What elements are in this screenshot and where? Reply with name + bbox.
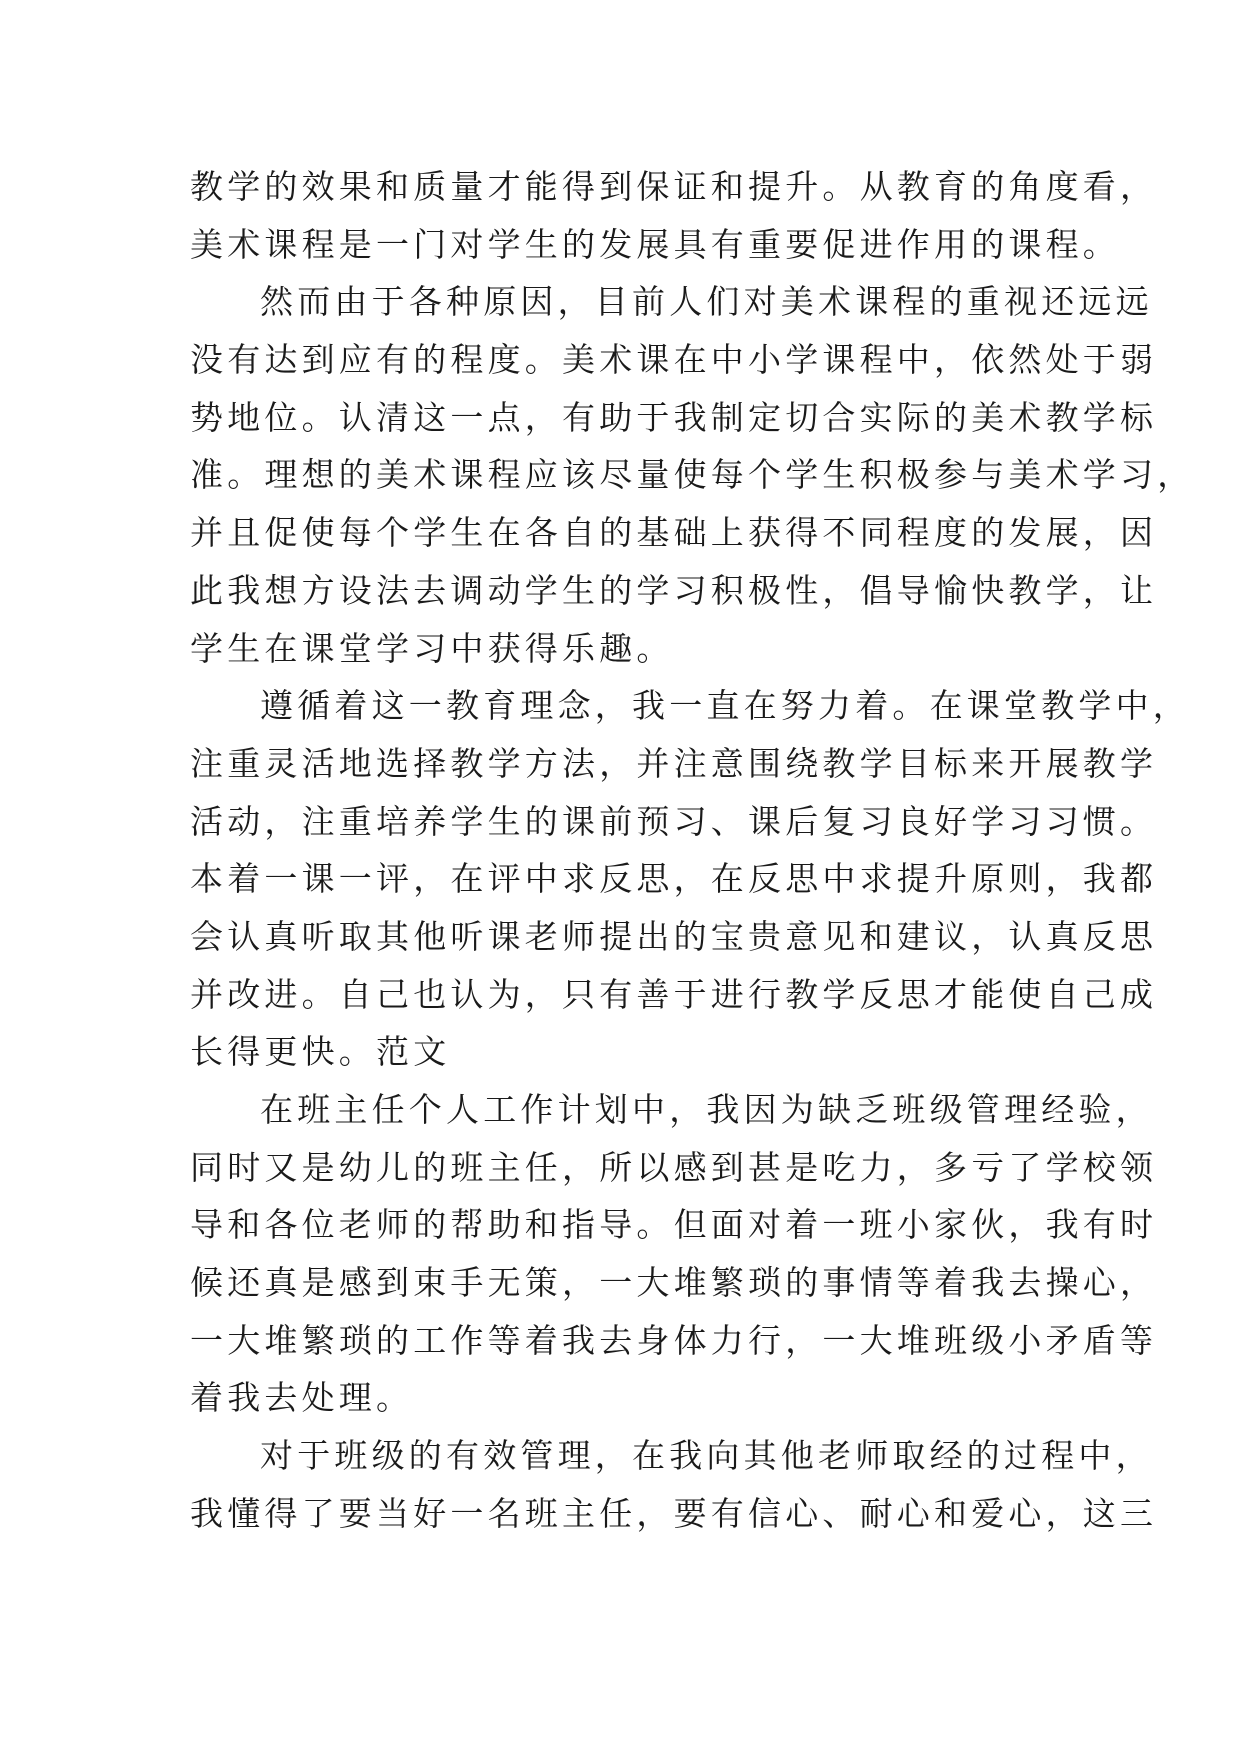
text-line: 注重灵活地选择教学方法，并注意围绕教学目标来开展教学 <box>190 743 1158 783</box>
text-line: 导和各位老师的帮助和指导。但面对着一班小家伙，我有时 <box>190 1205 1158 1245</box>
text-line: 教学的效果和质量才能得到保证和提升。从教育的角度看， <box>190 167 1158 206</box>
paragraph-first-line: 对于班级的有效管理，在我向其他老师取经的过程中， <box>260 1436 1153 1476</box>
text-line: 并改进。自己也认为，只有善于进行教学反思才能使自己成 <box>190 974 1158 1014</box>
text-line: 我懂得了要当好一名班主任，要有信心、耐心和爱心，这三 <box>190 1493 1158 1533</box>
text-line: 同时又是幼儿的班主任，所以感到甚是吃力，多亏了学校领 <box>190 1147 1158 1187</box>
paragraph-first-line: 然而由于各种原因，目前人们对美术课程的重视还远远 <box>260 282 1153 322</box>
text-line: 势地位。认清这一点，有助于我制定切合实际的美术教学标 <box>190 397 1158 437</box>
paragraph-first-line: 遵循着这一教育理念，我一直在努力着。在课堂教学中， <box>260 686 1190 726</box>
text-line: 长得更快。范文 <box>190 1032 451 1072</box>
text-line: 美术课程是一门对学生的发展具有重要促进作用的课程。 <box>190 224 1120 264</box>
text-line: 学生在课堂学习中获得乐趣。 <box>190 628 674 668</box>
text-line: 没有达到应有的程度。美术课在中小学课程中，依然处于弱 <box>190 340 1158 380</box>
text-line: 候还真是感到束手无策，一大堆繁琐的事情等着我去操心， <box>190 1263 1158 1303</box>
body-text <box>190 158 1195 1543</box>
text-line: 一大堆繁琐的工作等着我去身体力行，一大堆班级小矛盾等 <box>190 1320 1158 1360</box>
text-line: 本着一课一评，在评中求反思，在反思中求提升原则，我都 <box>190 859 1158 899</box>
text-line: 并且促使每个学生在各自的基础上获得不同程度的发展，因 <box>190 513 1158 553</box>
text-line: 准。理想的美术课程应该尽量使每个学生积极参与美术学习， <box>190 455 1195 495</box>
text-line: 此我想方设法去调动学生的学习积极性，倡导愉快教学，让 <box>190 570 1158 610</box>
text-line: 着我去处理。 <box>190 1378 414 1418</box>
text-line: 活动，注重培养学生的课前预习、课后复习良好学习习惯。 <box>190 801 1158 841</box>
text-line: 会认真听取其他听课老师提出的宝贵意见和建议，认真反思 <box>190 916 1158 956</box>
paragraph-first-line: 在班主任个人工作计划中，我因为缺乏班级管理经验， <box>260 1090 1153 1129</box>
